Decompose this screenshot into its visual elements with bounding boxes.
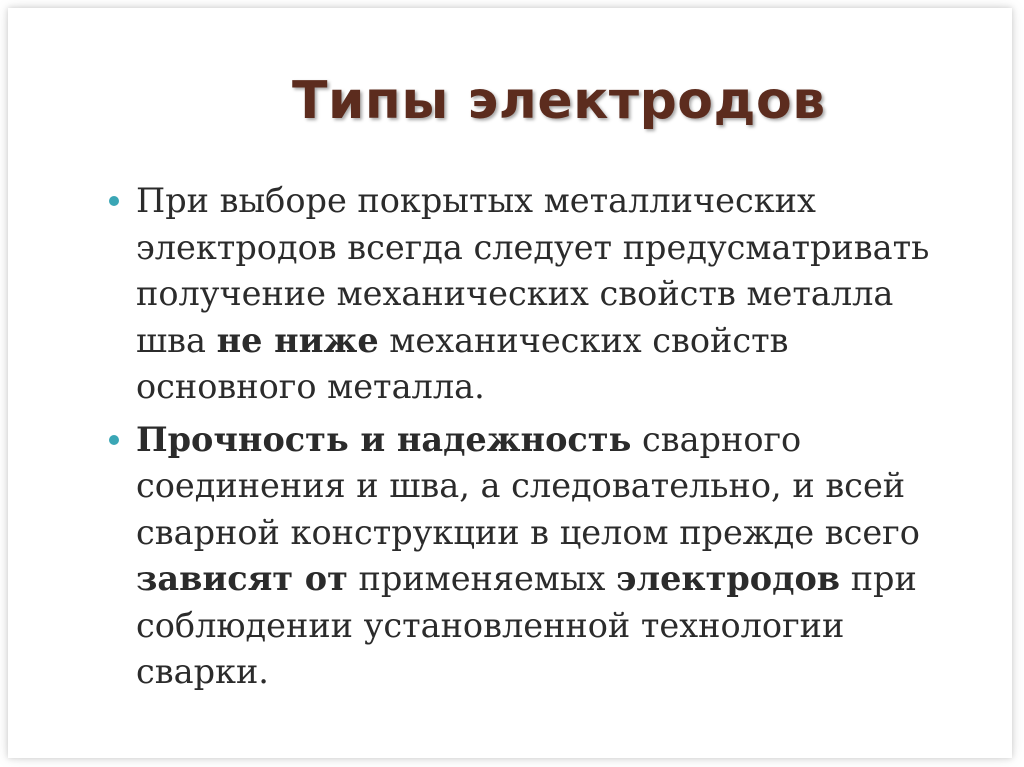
text-segment: сварного соединения и шва, а следовательно, и всей сварной конструкции в целом прежде всего — [136, 419, 920, 552]
bold-text-segment: зависят от — [136, 559, 348, 598]
text-segment: При выборе покрытых металлических электродов всегда следует предусматривать получение механических свойств металла шва — [136, 181, 930, 360]
text-segment: при соблюдении установленной технологии сварки. — [136, 559, 917, 691]
text-segment: применяемых — [347, 559, 617, 598]
bold-text-segment: не ниже — [216, 320, 379, 360]
slide-title: Типы электродов — [292, 71, 826, 131]
bullet-list — [136, 178, 966, 702]
bullet-dot-icon — [109, 435, 119, 445]
bold-text-segment: электродов — [616, 559, 841, 598]
text-segment: механических свойств основного металла. — [136, 320, 789, 406]
bullet-text — [136, 181, 929, 406]
bold-text-segment: Прочность и надежность — [136, 419, 632, 459]
slide — [8, 8, 1012, 758]
bullet-text — [136, 420, 920, 692]
bullet-dot-icon — [109, 196, 119, 206]
bullet-item — [136, 178, 966, 411]
bullet-item — [136, 417, 966, 696]
